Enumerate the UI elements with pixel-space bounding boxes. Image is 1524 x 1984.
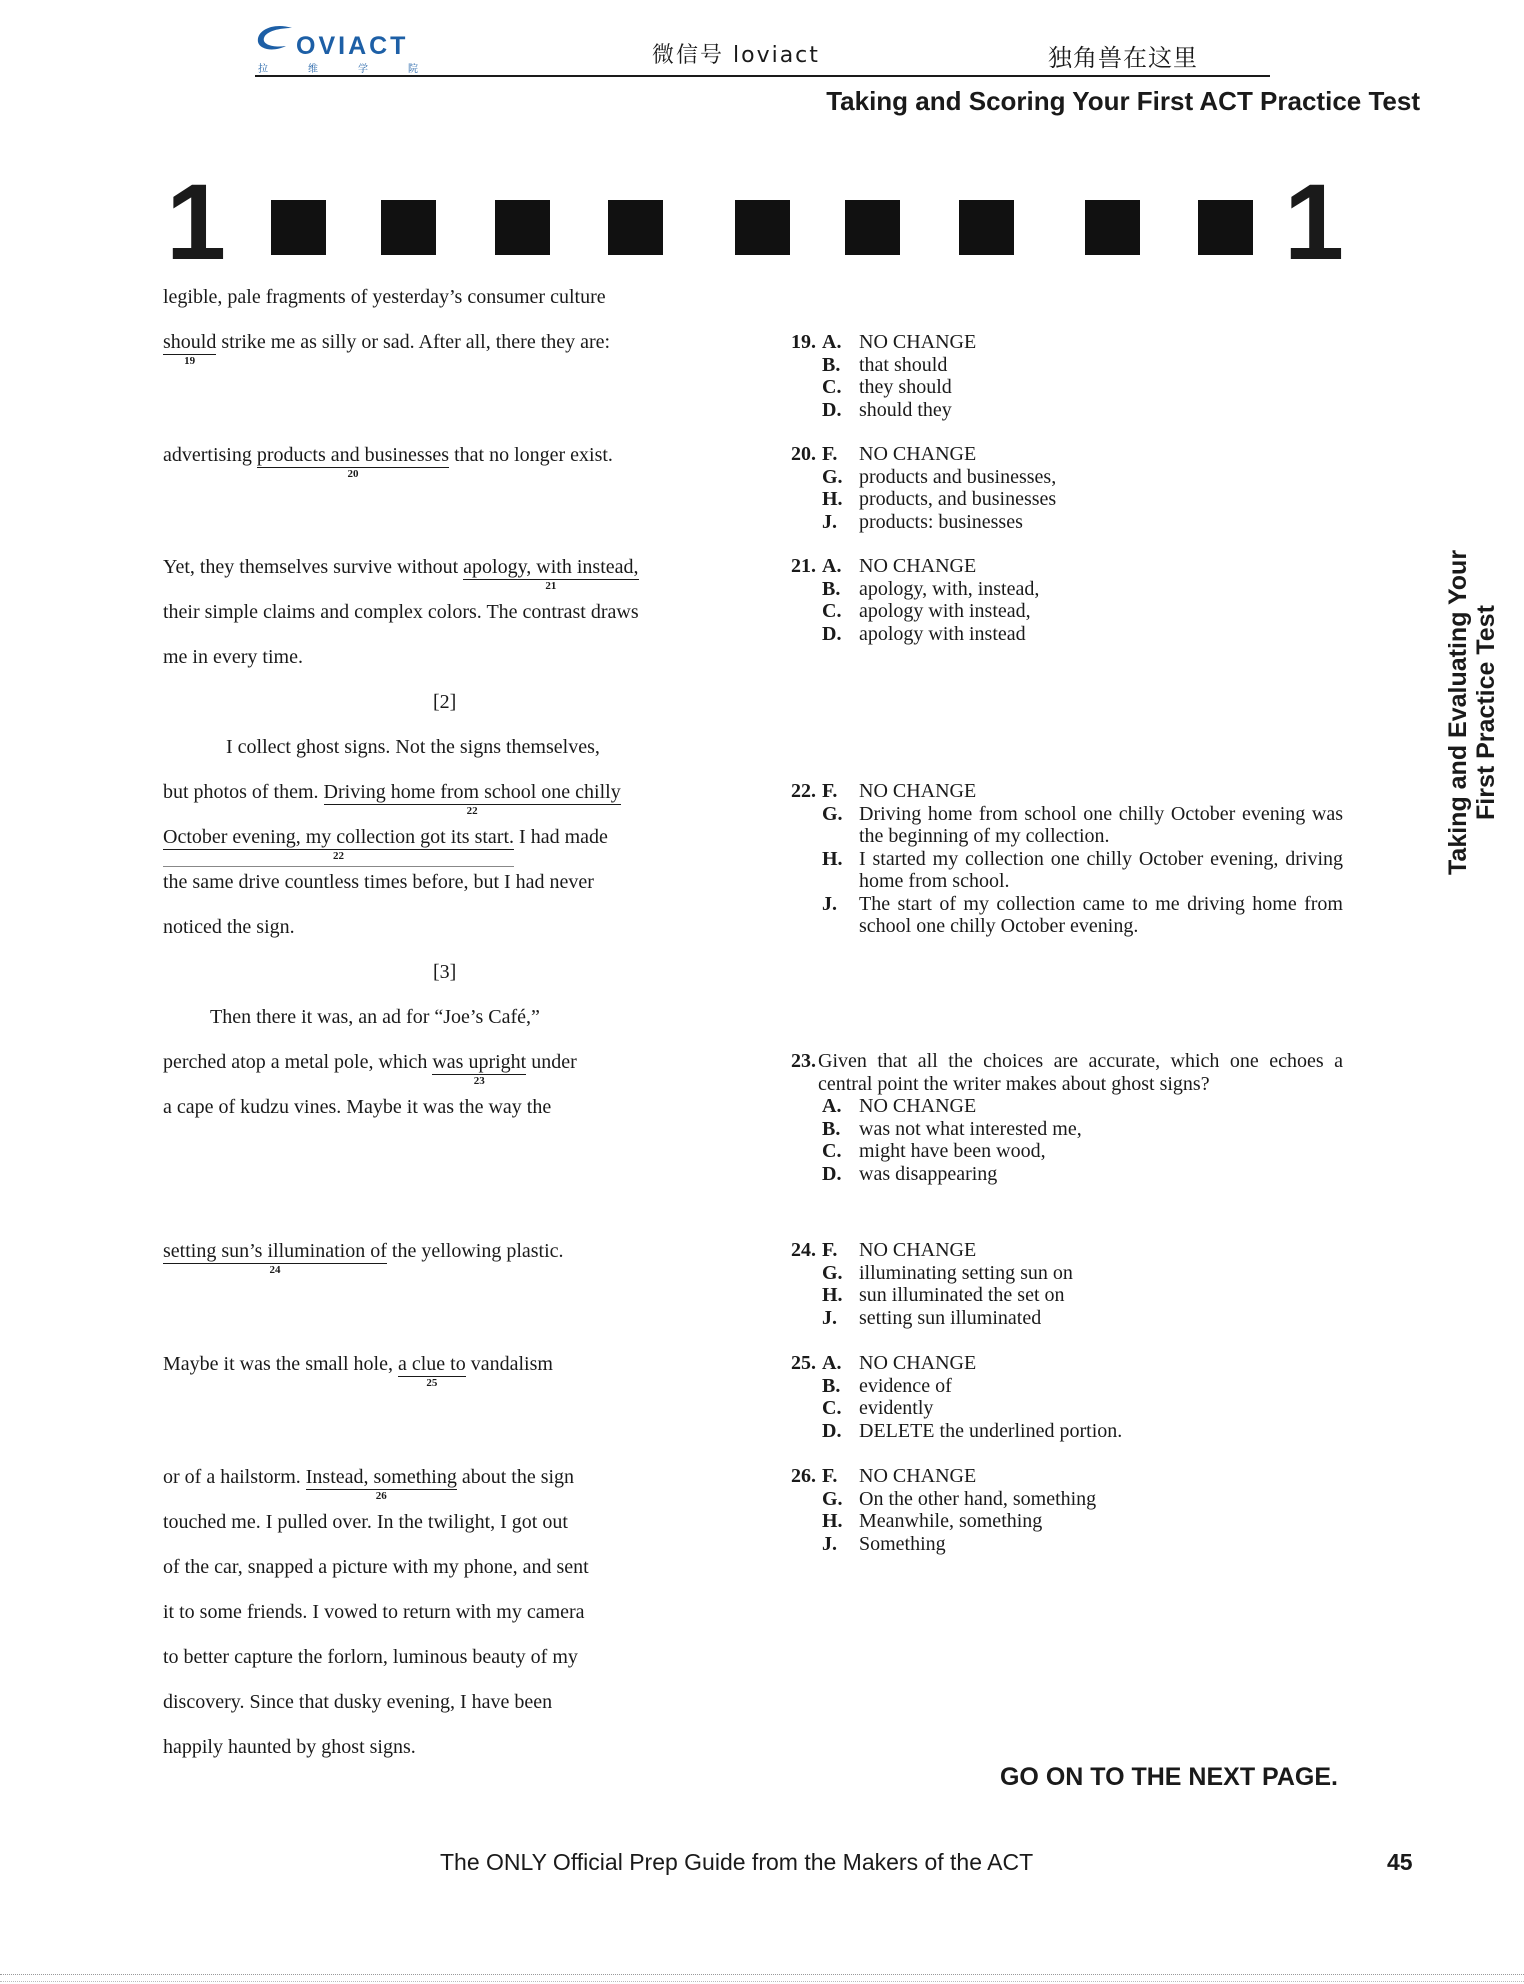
passage-line: perched atop a metal pole, which was upright 23 under: [163, 1051, 577, 1087]
page-number: 45: [1387, 1849, 1413, 1875]
wechat-id: 微信号 loviact: [652, 43, 820, 68]
logo-wordmark: OVIACT: [296, 32, 409, 60]
passage-line: discovery. Since that dusky evening, I have been: [163, 1691, 553, 1713]
passage-line: October evening, my collection got its start. 22 I had made: [163, 826, 608, 850]
side-tab-line-2: First Practice Test: [1472, 605, 1500, 820]
passage-line: of the car, snapped a picture with my phone, and sent: [163, 1556, 589, 1578]
passage-line: or of a hailstorm. Instead, something 26 about the sign: [163, 1466, 575, 1502]
underlined-portion-21: apology, with instead, 21: [463, 556, 639, 592]
passage-line: Then there it was, an ad for “Joe’s Café,”: [210, 1006, 540, 1028]
passage-line: setting sun’s illumination of 24 the yellowing plastic.: [163, 1240, 564, 1276]
banner-square: [271, 200, 326, 255]
underlined-portion-23: was upright 23: [432, 1051, 527, 1087]
passage-line: Yet, they themselves survive without apology, with instead, 21: [163, 556, 639, 592]
question-marker: 22: [333, 850, 345, 862]
underlined-portion-24: setting sun’s illumination of 24: [163, 1240, 387, 1276]
passage-line: noticed the sign.: [163, 916, 295, 938]
footer-text: The ONLY Official Prep Guide from the Makers of the ACT: [440, 1849, 1034, 1875]
question-22: 22. F. NO CHANGE G. Driving home from school one chilly October evening was the beginning of my collection. H. I started my collection one chilly October evening, driving home from school. J. The start of my collection came to me driving home from school one chilly October evening.: [791, 780, 1343, 937]
underlined-portion-22: Driving home from school one chilly 22: [323, 781, 621, 817]
banner-square: [735, 200, 790, 255]
passage-line: Maybe it was the small hole, a clue to 25 vandalism: [163, 1353, 553, 1389]
paragraph-number: [3]: [433, 961, 457, 983]
question-marker: 24: [269, 1264, 281, 1276]
question-marker: 25: [426, 1377, 438, 1389]
passage-line: I collect ghost signs. Not the signs themselves,: [226, 736, 600, 758]
passage-line: their simple claims and complex colors. The contrast draws: [163, 601, 639, 623]
banner-square: [959, 200, 1014, 255]
banner-square: [608, 200, 663, 255]
go-on-notice: GO ON TO THE NEXT PAGE.: [999, 1763, 1338, 1791]
section-number-left: 1: [166, 161, 227, 282]
question-marker: 26: [375, 1490, 387, 1502]
passage-line: the same drive countless times before, but I had never: [163, 871, 594, 893]
header-slogan: 独角兽在这里: [1048, 44, 1198, 72]
paragraph-number: [2]: [433, 691, 457, 713]
passage-line: happily haunted by ghost signs.: [163, 1736, 416, 1758]
question-25: 25. A. NO CHANGE B. evidence of C. evidently D. DELETE the underlined portion.: [791, 1352, 1123, 1442]
underlined-portion-26: Instead, something 26: [305, 1466, 457, 1502]
underlined-portion-25: a clue to 25: [397, 1353, 466, 1389]
banner-square: [845, 200, 900, 255]
passage-line: a cape of kudzu vines. Maybe it was the way the: [163, 1096, 552, 1118]
question-marker: 23: [473, 1075, 485, 1087]
logo-swoosh-icon: [252, 24, 298, 54]
question-marker: 21: [545, 580, 557, 592]
underlined-portion-20: products and businesses 20: [256, 444, 450, 480]
section-title: Taking and Scoring Your First ACT Practice Test: [826, 86, 1420, 116]
question-marker: 22: [466, 805, 478, 817]
passage-line: it to some friends. I vowed to return with my camera: [163, 1601, 585, 1623]
passage-line: legible, pale fragments of yesterday’s consumer culture: [163, 286, 606, 308]
logo-subtitle: 拉 维 学 院: [258, 64, 418, 75]
passage-line: but photos of them. Driving home from school one chilly 22: [163, 781, 621, 817]
header-rule: [255, 75, 1270, 77]
question-marker: 19: [184, 355, 196, 367]
question-26: 26. F. NO CHANGE G. On the other hand, something H. Meanwhile, something J. Something: [791, 1465, 1097, 1555]
passage-line: to better capture the forlorn, luminous beauty of my: [163, 1646, 578, 1668]
question-20: 20. F. NO CHANGE G. products and businesses, H. products, and businesses J. products: businesses: [791, 443, 1057, 533]
question-24: 24. F. NO CHANGE G. illuminating setting sun on H. sun illuminated the set on J. setting sun illuminated: [791, 1239, 1073, 1329]
banner-square: [495, 200, 550, 255]
passage-line: touched me. I pulled over. In the twilight, I got out: [163, 1511, 568, 1533]
side-tab: [1440, 530, 1520, 880]
underlined-portion-22: October evening, my collection got its start. 22: [163, 826, 514, 850]
section-number-right: 1: [1284, 161, 1345, 282]
banner-square: [1085, 200, 1140, 255]
question-21: 21. A. NO CHANGE B. apology, with, instead, C. apology with instead, D. apology with instead: [791, 555, 1040, 645]
banner-square: [381, 200, 436, 255]
question-23: 23. Given that all the choices are accurate, which one echoes a central point the writer makes about ghost signs? A. NO CHANGE B. was not what interested me, C. might have been wood, D. was disappearing: [791, 1050, 1343, 1185]
banner-square: [1198, 200, 1253, 255]
passage-line: should 19 strike me as silly or sad. After all, there they are:: [163, 331, 611, 367]
question-marker: 20: [347, 468, 359, 480]
passage-line: me in every time.: [163, 646, 303, 668]
scan-artifact: [0, 1974, 1524, 1982]
passage-line: advertising products and businesses 20 that no longer exist.: [163, 444, 613, 480]
side-tab-line-1: Taking and Evaluating Your: [1444, 549, 1472, 875]
question-19: 19. A. NO CHANGE B. that should C. they should D. should they: [791, 331, 977, 421]
underlined-portion-19: should 19: [163, 331, 217, 367]
